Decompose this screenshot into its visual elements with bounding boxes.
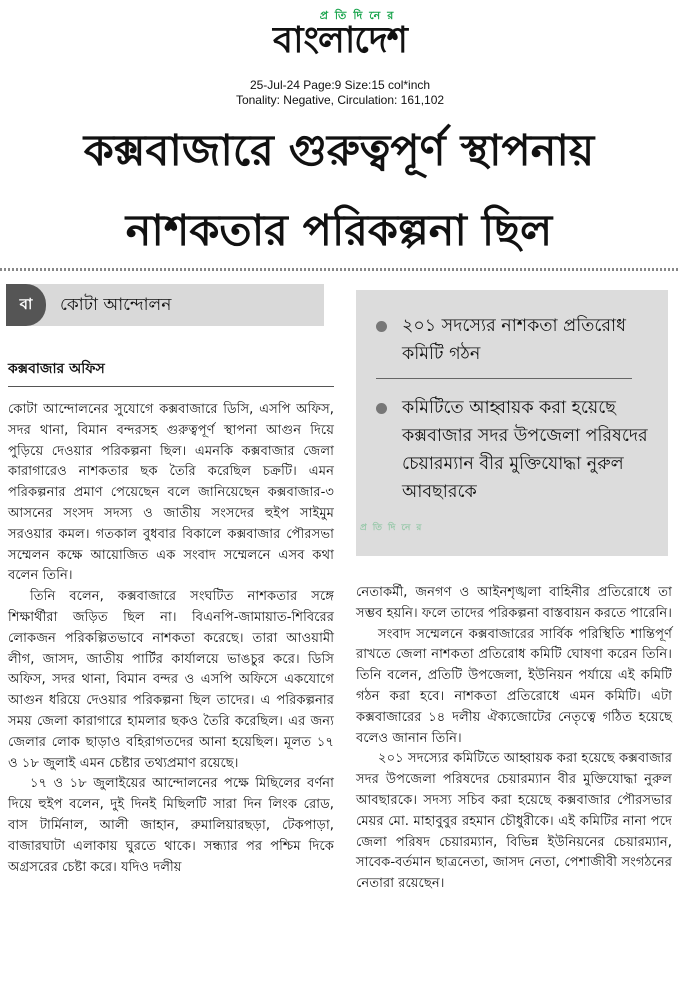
headline-divider bbox=[0, 268, 678, 271]
section-title: কোটা আন্দোলন bbox=[60, 295, 172, 315]
headline-line-1: কক্সবাজারে গুরুত্বপূর্ণ স্থাপনায় bbox=[83, 126, 595, 176]
bullet-icon bbox=[376, 403, 387, 414]
paragraph: নেতাকর্মী, জনগণ ও আইনশৃঙ্খলা বাহিনীর প্রতিরোধে তা সম্ভব হয়নি। ফলে তাদের পরিকল্পনা বাস্তবায়ন করতে পারেনি। bbox=[356, 585, 672, 621]
article-column-1 bbox=[8, 400, 334, 878]
pull-quote-box bbox=[356, 290, 668, 556]
paragraph: ২০১ সদস্যের কমিটিতে আহ্বায়ক করা হয়েছে কক্সবাজার সদর উপজেলা পরিষদের চেয়ারম্যান বীর মুক্তিযোদ্ধা নুরুল আবছারকে। সদস্য সচিব করা হয়েছে কক্সবাজার পৌরসভার মেয়র মো. মাহাবুবুর রহমান চৌধুরীকে। এই কমিটির নানা পদে জেলা পরিষদ চেয়ারম্যান, বিভিন্ন ইউনিয়নের চেয়ারম্যান, সাবেক-বর্তমান ছাত্রনেতা, জাসদ নেতা, পেশাজীবী সংগঠনের নেতারা রয়েছেন। bbox=[356, 751, 672, 892]
pull-quote-text: কমিটিতে আহ্বায়ক করা হয়েছে কক্সবাজার সদর উপজেলা পরিষদের চেয়ারম্যান বীর মুক্তিযোদ্ধা নুরুল আবছারকে bbox=[402, 398, 648, 502]
article-column-2 bbox=[356, 583, 672, 895]
pull-quote-divider bbox=[376, 378, 632, 379]
paragraph: কোটা আন্দোলনের সুযোগে কক্সবাজারে ডিসি, এসপি অফিস, সদর থানা, বিমান বন্দরসহ গুরুত্বপূর্ণ স্থাপনা আগুন দিয়ে পুড়িয়ে দেওয়ার পরিকল্পনা ছিল। এমনকি কক্সবাজার জেলা কারাগারেও নাশকতার ছক তৈরি করেছিল চক্রটি। এমন পরিকল্পনার প্রমাণ পেয়েছেন বলে জানিয়েছেন কক্সবাজার-৩ আসনের সংসদ সদস্য ও জাতীয় সংসদের হুইপ সাইমুম সরওয়ার কমল। গতকাল বুধবার বিকালে কক্সবাজার পৌরসভা সম্মেলন কক্ষে আয়োজিত এক সংবাদ সম্মেলনে এসব কথা বলেন তিনি। bbox=[8, 402, 334, 584]
byline-divider bbox=[8, 386, 334, 387]
pull-quote-item bbox=[376, 394, 656, 506]
clipping-meta-date: 25-Jul-24 Page:9 Size:15 col*inch bbox=[249, 78, 431, 92]
masthead-tagline: প্রতিদিনের bbox=[319, 9, 401, 22]
pull-quote-item bbox=[376, 312, 656, 368]
bullet-icon bbox=[376, 321, 387, 332]
paragraph: সংবাদ সম্মেলনে কক্সবাজারের সার্বিক পরিস্থিতি শান্তিপূর্ণ রাখতে জেলা নাশকতা প্রতিরোধ কমিটি ঘোষণা করেন তিনি। তিনি বলেন, প্রতিটি উপজেলা, ইউনিয়ন পর্যায়ে এই কমিটি গঠন করা হবে। নাশকতা প্রতিরোধে এমন কমিটি। এটা কক্সবাজারের ১৪ দলীয় ঐক্যজোটের নেতৃত্বে গঠিত হয়েছে বলেও জানান তিনি। bbox=[356, 626, 672, 746]
byline: কক্সবাজার অফিস bbox=[8, 361, 105, 377]
paragraph: তিনি বলেন, কক্সবাজারে সংঘটিত নাশকতার সঙ্গে শিক্ষার্থীরা জড়িত ছিল না। বিএনপি-জামায়াত-শিবিরের লোকজন পরিকল্পিতভাবে নাশকতা করেছে। তারা আওয়ামী লীগ, জাসদ, জাতীয় পার্টির কার্যালয়ে ভাঙচুর করে। ডিসি অফিস, সদর থানা, বিমান বন্দর ও এসপি অফিসে একযোগে আগুন ধরিয়ে দেওয়ার পরিকল্পনা ছিল তাদের। এ পরিকল্পনার সময় জেলা কারাগারে হামলার ছকও তৈরি করেছিল। এর জন্য জেলার লোক ছাড়াও বহিরাগতদের আনা হয়েছিল। মূলত ১৭ ও ১৮ জুলাই এমন চেষ্টার তথ্যপ্রমাণ রয়েছে। bbox=[8, 589, 334, 771]
clipping-meta-tonality: Tonality: Negative, Circulation: 161,102 bbox=[235, 93, 445, 107]
newspaper-logo: বাংলাদেশ bbox=[273, 20, 407, 61]
pull-quote-text: ২০১ সদস্যের নাশকতা প্রতিরোধ কমিটি গঠন bbox=[402, 316, 626, 364]
paragraph: ১৭ ও ১৮ জুলাইয়ের আন্দোলনের পক্ষে মিছিলের বর্ণনা দিয়ে হুইপ বলেন, দুই দিনই মিছিলটি সারা দিন লিংক রোড, বাস টার্মিনাল, আলী জাহান, রুমালিয়ারছড়া, টেকপাড়া, বাজারঘাটা এলাকায় ঘুরতে থাকে। সন্ধ্যার পর পশ্চিম দিকে অগ্রসরের চেষ্টা করে। যদিও দলীয় bbox=[8, 776, 334, 875]
section-badge: বা bbox=[6, 284, 46, 326]
logo-watermark: প্রতিদিনের bbox=[360, 523, 428, 533]
headline-line-2: নাশকতার পরিকল্পনা ছিল bbox=[125, 206, 553, 256]
